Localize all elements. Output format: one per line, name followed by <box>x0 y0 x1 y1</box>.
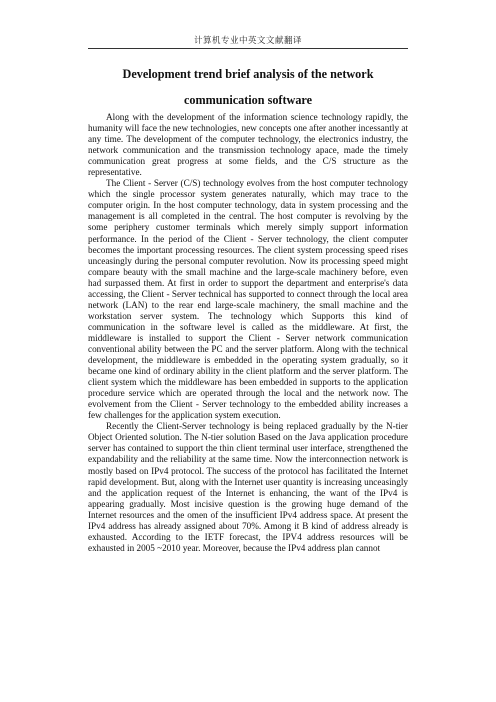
running-header: 计算机专业中英文文献翻译 <box>193 35 302 45</box>
paragraph: The Client - Server (C/S) technology evolves from the host computer technology which the single processor system generates naturally, which may trace to the computer origin. In the host computer technology, data in system processing and the management is all completed in the central. The host computer is revolving by the some periphery customer terminals which merely simply support information performance. In the period of the Client - Server technology, the client computer becomes the important processing resources. The client system processing speed rises unceasingly during the personal computer revolution. Now its processing speed might compare beauty with the small machine and the large-scale machinery before, even had surpassed them. At first in order to support the department and enterprise's data accessing, the Client - Server technical has supported to connect through the local area network (LAN) to the rear end large-scale machinery, the small machine and the workstation server system. The technology which Supports this kind of communication in the software level is called as the middleware. At first, the middleware is installed to support the Client - Server network communication conventional ability between the PC and the server platform. Along with the technical development, the middleware is embedded in the operating system gradually, so it became one kind of ordinary ability in the client platform and the server platform. The client system which the middleware has been embedded in supports to the application procedure service which are operated through the local and the network now. The evolvement from the Client - Server technology to the embedded ability increases a few challenges for the application system execution. <box>88 178 408 421</box>
article-title-line-2: communication software <box>183 93 313 107</box>
paragraph: Recently the Client-Server technology is being replaced gradually by the N-tier Object Oriented solution. The N-tier solution Based on the Java application procedure server has contained to support the thin client terminal user interface, strengthened the expandability and the reliability at the same time. Now the interconnection network is mostly based on IPv4 protocol. The success of the protocol has facilitated the Internet rapid development. But, along with the Internet user quantity is increasing unceasingly and the application request of the Internet is enhancing, the want of the IPv4 is appearing gradually. Most incisive question is the growing huge demand of the Internet resources and the omen of the insufficient IPv4 address space. At present the IPv4 address has already assigned about 70%. Among it B kind of address already is exhausted. According to the IETF forecast, the IPV4 address resources will be exhausted in 2005 ~2010 year. Moreover, because the IPv4 address plan cannot <box>88 421 408 553</box>
article-body <box>88 112 408 554</box>
paragraph: Along with the development of the information science technology rapidly, the humanity will face the new technologies, new concepts one after another incessantly at any time. The development of the computer technology, the electronics industry, the network communication and the transmission technology apace, made the timely communication great progress at some fields, and the C/S structure as the representative. <box>88 112 408 178</box>
article-title-line-1: Development trend brief analysis of the network <box>122 67 374 81</box>
header-rule <box>88 48 408 49</box>
